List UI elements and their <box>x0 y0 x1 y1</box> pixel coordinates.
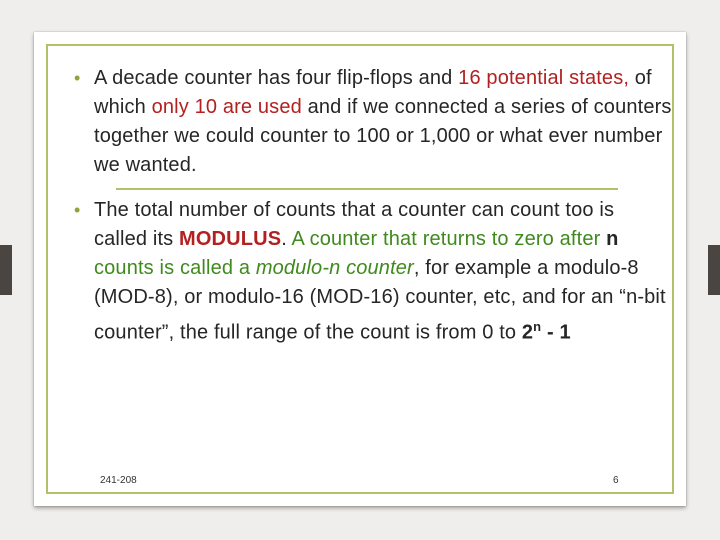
bullet-modulus <box>62 196 672 348</box>
formula-minus-one: - 1 <box>541 321 571 344</box>
text: The total number of counts that a counter can count too is called its <box>94 199 615 250</box>
left-tab <box>0 245 12 295</box>
text: of which <box>94 67 652 118</box>
term-modulus: MODULUS <box>179 228 282 250</box>
bullet-decade-counter <box>62 64 672 180</box>
highlight-returns-to-zero: A counter that returns to zero after <box>291 228 607 250</box>
text: . <box>281 228 292 250</box>
formula-exponent: n <box>533 319 542 334</box>
slide-content <box>62 64 672 348</box>
footer-course-code: 241-208 <box>100 475 137 486</box>
divider-line <box>116 188 618 190</box>
formula-base: 2 <box>521 321 534 344</box>
text: A decade counter has four flip-flops and <box>94 67 459 89</box>
bullet-dot-icon: • <box>74 68 81 88</box>
variable-n: n <box>606 228 619 250</box>
text: , for example a modulo-8 (MOD-8), or modulo-16 (MOD-16) counter, etc, and for an “n-bit counter”, the full range of the count is from 0 to <box>94 257 666 344</box>
bullet-dot-icon: • <box>74 200 81 220</box>
right-tab <box>708 245 720 295</box>
highlight-potential-states: 16 potential states, <box>458 67 630 89</box>
text: and if we connected a series of counters together we could counter to 100 or 1,000 or what ever number we wanted. <box>94 96 672 176</box>
term-modulo-n: modulo-n counter <box>255 257 414 279</box>
footer-page-number: 6 <box>613 475 619 486</box>
highlight-only-ten: only 10 are used <box>151 96 302 118</box>
highlight-counts-called: counts is called a <box>94 257 256 279</box>
